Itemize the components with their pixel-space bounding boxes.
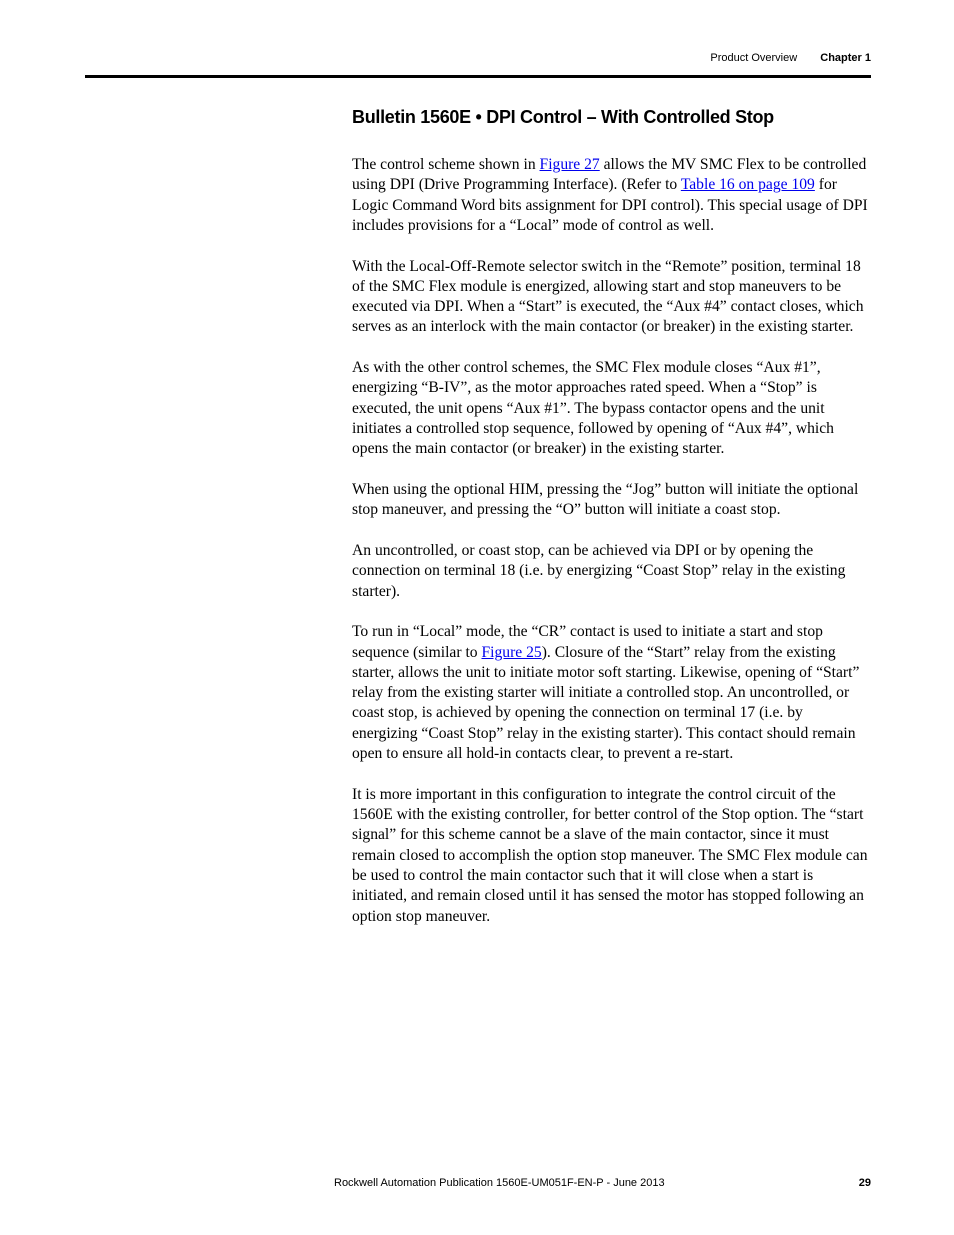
- footer-publication: Rockwell Automation Publication 1560E-UM051F-EN-P - June 2013: [334, 1177, 665, 1189]
- header-chapter: Chapter 1: [820, 52, 871, 64]
- text-span: ). Closure of the “Start” relay from the existing starter, allows the unit to initiate motor soft starting. Likewise, opening of “Start” relay from the existing starter will initiate a controlled stop. An uncontrolled, or coast stop, is achieved by opening the connection on terminal 17 (i.e. by energizing “Coast Stop” relay in the existing starter). This contact should remain open to ensure all hold-in contacts clear, to prevent a re-start.: [352, 643, 860, 763]
- header-rule: [85, 75, 871, 78]
- paragraph-6: [352, 622, 872, 764]
- text-span: To run in “Local” mode, the “CR” contact is used to initiate a start and stop sequence (similar to: [352, 623, 823, 661]
- text-span: allows the MV SMC Flex to be controlled using DPI (Drive Programming Interface). (Refer to: [352, 156, 867, 194]
- body-text: [352, 155, 872, 947]
- paragraph-7: It is more important in this configuration to integrate the control circuit of the 1560E with the existing controller, for better control of the Stop option. The “start signal” for this scheme cannot be a slave of the main contactor, since it must remain closed to accomplish the option stop maneuver. The SMC Flex module can be used to control the main contactor such that it will close when a start is initiated, and remain closed until it has sensed the motor has stopped following an option stop maneuver.: [352, 785, 868, 925]
- link-table-16[interactable]: Table 16 on page 109: [680, 176, 815, 194]
- text-span: The control scheme shown in: [352, 156, 540, 173]
- paragraph-4: When using the optional HIM, pressing the “Jog” button will initiate the optional stop maneuver, and pressing the “O” button will initiate a coast stop.: [352, 481, 859, 519]
- section-title: Bulletin 1560E • DPI Control – With Controlled Stop: [352, 107, 774, 127]
- paragraph-3: As with the other control schemes, the SMC Flex module closes “Aux #1”, energizing “B-IV”, as the motor approaches rated speed. When a “Stop” is executed, the unit opens “Aux #1”. The bypass contactor opens and the unit initiates a controlled stop sequence, followed by opening of “Aux #4”, which opens the main contactor (or breaker) in the existing starter.: [352, 359, 834, 458]
- paragraph-1: [352, 155, 872, 236]
- header-section: Product Overview: [710, 52, 798, 64]
- link-figure-25[interactable]: Figure 25: [481, 643, 542, 661]
- text-span: for Logic Command Word bits assignment for DPI control). This special usage of DPI includes provisions for a “Local” mode of control as well.: [352, 176, 868, 234]
- page-number: 29: [858, 1177, 871, 1189]
- paragraph-2: With the Local-Off-Remote selector switch in the “Remote” position, terminal 18 of the SMC Flex module is energized, allowing start and stop maneuvers to be executed via DPI. When a “Start” is executed, the “Aux #4” contact closes, which serves as an interlock with the main contactor (or breaker) in the existing starter.: [352, 257, 864, 336]
- page-header: [0, 52, 871, 68]
- paragraph-5: An uncontrolled, or coast stop, can be achieved via DPI or by opening the connection on terminal 18 (i.e. by energizing “Coast Stop” relay in the existing starter).: [352, 542, 846, 600]
- link-figure-27[interactable]: Figure 27: [539, 156, 600, 173]
